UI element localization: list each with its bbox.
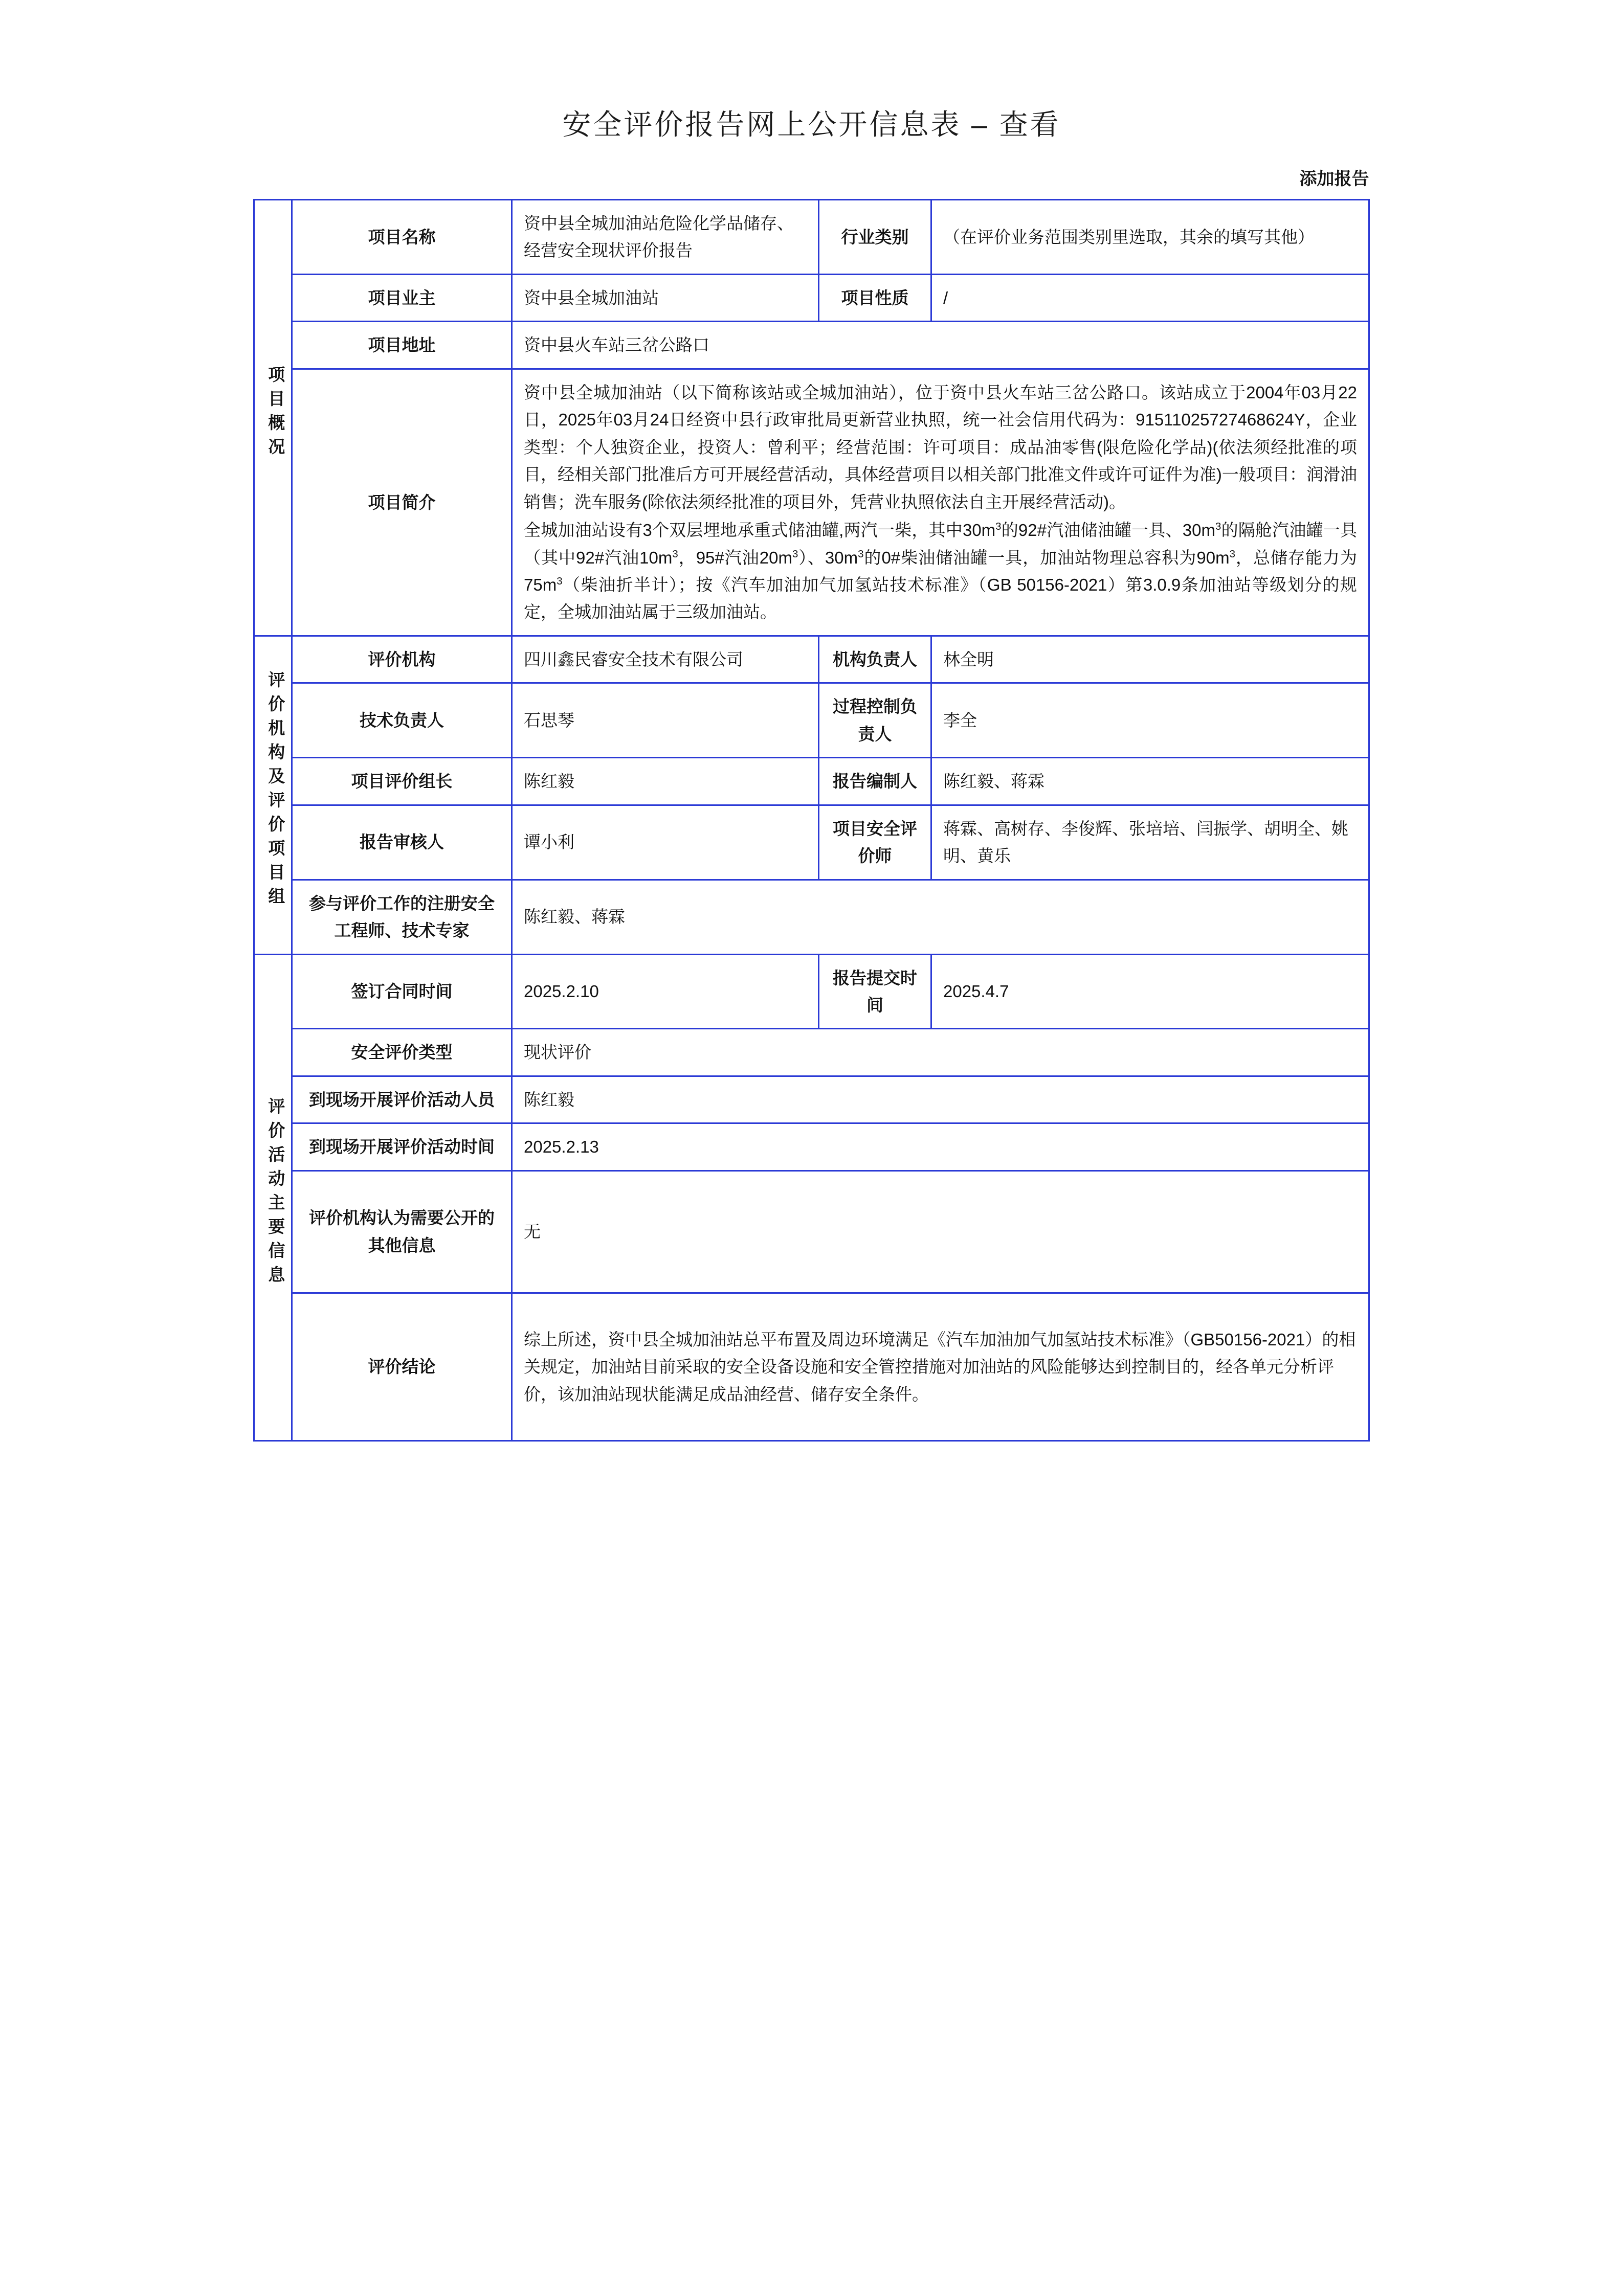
industry-key: 行业类别: [819, 200, 931, 275]
brief-key: 项目简介: [292, 369, 512, 636]
brief-sup-1: 3: [995, 521, 1002, 533]
brief-p2-b: 的92#汽油储油罐一具、30m: [1001, 521, 1216, 540]
registered-engineer-value: 陈红毅、蒋霖: [512, 880, 1369, 954]
table-row: [254, 274, 1369, 321]
brief-p2-h: （柴油折半计）；按《汽车加油加气加氢站技术标准》（GB 50156-2021）第3.0.9条加油站等级划分的规定，全城加油站属于三级加油站。: [524, 575, 1357, 622]
address-key: 项目地址: [292, 322, 512, 369]
table-row: [254, 322, 1369, 369]
tech-head-value: 石思琴: [512, 683, 819, 758]
brief-p2-d: ，95#汽油20m: [678, 548, 792, 567]
table-row: [254, 1076, 1369, 1123]
brief-paragraph-2: [524, 516, 1357, 626]
nature-key: 项目性质: [819, 274, 931, 321]
onsite-time-value: 2025.2.13: [512, 1123, 1369, 1170]
table-row: [254, 1123, 1369, 1170]
report-writer-value: 陈红毅、蒋霖: [931, 758, 1369, 805]
safety-assessor-value: 蒋霖、高树存、李俊辉、张培培、闫振学、胡明全、姚明、黄乐: [931, 805, 1369, 880]
brief-p2-e: ）、30m: [798, 548, 858, 567]
address-value: 资中县火车站三岔公路口: [512, 322, 1369, 369]
table-row: [254, 200, 1369, 275]
submit-date-value: 2025.4.7: [931, 954, 1369, 1029]
brief-sup-3: 3: [672, 548, 678, 560]
table-row: [254, 1293, 1369, 1440]
table-row: [254, 636, 1369, 683]
project-name-key: 项目名称: [292, 200, 512, 275]
agency-key: 评价机构: [292, 636, 512, 683]
process-head-value: 李全: [931, 683, 1369, 758]
add-report-button[interactable]: 添加报告: [1300, 165, 1369, 190]
table-row: [254, 1029, 1369, 1076]
section-label-overview: [254, 200, 292, 636]
nature-value: /: [931, 274, 1369, 321]
contract-date-key: 签订合同时间: [292, 954, 512, 1029]
team-leader-value: 陈红毅: [512, 758, 819, 805]
toolbar: [254, 165, 1369, 190]
table-row: [254, 880, 1369, 954]
tech-head-key: 技术负责人: [292, 683, 512, 758]
process-head-key: 过程控制负责人: [819, 683, 931, 758]
project-name-value: 资中县全城加油站危险化学品储存、经营安全现状评价报告: [512, 200, 819, 275]
eval-type-key: 安全评价类型: [292, 1029, 512, 1076]
page-title: 安全评价报告网上公开信息表 – 查看: [562, 108, 1061, 141]
section-label-agency-text: 评价机构及评价项目组: [266, 670, 285, 911]
other-info-key: 评价机构认为需要公开的其他信息: [292, 1170, 512, 1293]
contract-date-value: 2025.2.10: [512, 954, 819, 1029]
registered-engineer-key: 参与评价工作的注册安全工程师、技术专家: [292, 880, 512, 954]
owner-key: 项目业主: [292, 274, 512, 321]
brief-p2-g: ，总储存能力为75m: [524, 548, 1357, 594]
other-info-value: 无: [512, 1170, 1369, 1293]
industry-value: （在评价业务范围类别里选取，其余的填写其他）: [931, 200, 1369, 275]
eval-type-value: 现状评价: [512, 1029, 1369, 1076]
table-row: [254, 683, 1369, 758]
brief-sup-4: 3: [792, 548, 798, 560]
conclusion-value: 综上所述，资中县全城加油站总平布置及周边环境满足《汽车加油加气加氢站技术标准》（GB50156-2021）的相关规定，加油站目前采取的安全设备设施和安全管控措施对加油站的风险能够达到控制目的，经各单元分析评价，该加油站现状能满足成品油经营、储存安全条件。: [512, 1293, 1369, 1440]
table-row: [254, 758, 1369, 805]
agency-head-key: 机构负责人: [819, 636, 931, 683]
brief-value: [512, 369, 1369, 636]
table-row: [254, 954, 1369, 1029]
safety-assessor-key: 项目安全评价师: [819, 805, 931, 880]
brief-sup-2: 3: [1215, 521, 1221, 533]
brief-sup-7: 3: [557, 575, 563, 587]
report-reviewer-key: 报告审核人: [292, 805, 512, 880]
brief-sup-6: 3: [1229, 548, 1235, 560]
brief-p2-c: 的隔舱汽油罐一具（其中92#汽油10m: [524, 521, 1358, 567]
agency-head-value: 林全明: [931, 636, 1369, 683]
submit-date-key: 报告提交时间: [819, 954, 931, 1029]
brief-p2-f: 的0#柴油储油罐一具，加油站物理总容积为90m: [863, 548, 1230, 567]
brief-paragraph-1: 资中县全城加油站（以下简称该站或全城加油站），位于资中县火车站三岔公路口。该站成立于2004年03月22日，2025年03月24日经资中县行政审批局更新营业执照，统一社会信用代码为：91511025727468624Y，企业类型：个人独资企业，投资人：曾利平；经营范围：许可项目：成品油零售(限危险化学品)(依法须经批准的项目，经相关部门批准后方可开展经营活动，具体经营项目以相关部门批准文件或许可证件为准)一般项目：润滑油销售；洗车服务(除依法须经批准的项目外，凭营业执照依法自主开展经营活动)。: [524, 382, 1357, 511]
brief-sup-5: 3: [858, 548, 864, 560]
table-row: [254, 1170, 1369, 1293]
report-writer-key: 报告编制人: [819, 758, 931, 805]
onsite-time-key: 到现场开展评价活动时间: [292, 1123, 512, 1170]
onsite-person-key: 到现场开展评价活动人员: [292, 1076, 512, 1123]
report-reviewer-value: 谭小利: [512, 805, 819, 880]
section-label-agency: [254, 636, 292, 954]
section-label-overview-text: 项目概况: [266, 366, 285, 462]
table-row: [254, 805, 1369, 880]
public-info-table: [253, 199, 1370, 1442]
section-label-activity-text: 评价活动主要信息: [266, 1097, 285, 1290]
conclusion-key: 评价结论: [292, 1293, 512, 1440]
section-label-activity: [254, 954, 292, 1440]
brief-p2-a: 全城加油站设有3个双层埋地承重式储油罐,两汽一柴，其中30m: [524, 521, 996, 540]
table-row: [254, 369, 1369, 636]
onsite-person-value: 陈红毅: [512, 1076, 1369, 1123]
team-leader-key: 项目评价组长: [292, 758, 512, 805]
agency-value: 四川鑫民睿安全技术有限公司: [512, 636, 819, 683]
owner-value: 资中县全城加油站: [512, 274, 819, 321]
